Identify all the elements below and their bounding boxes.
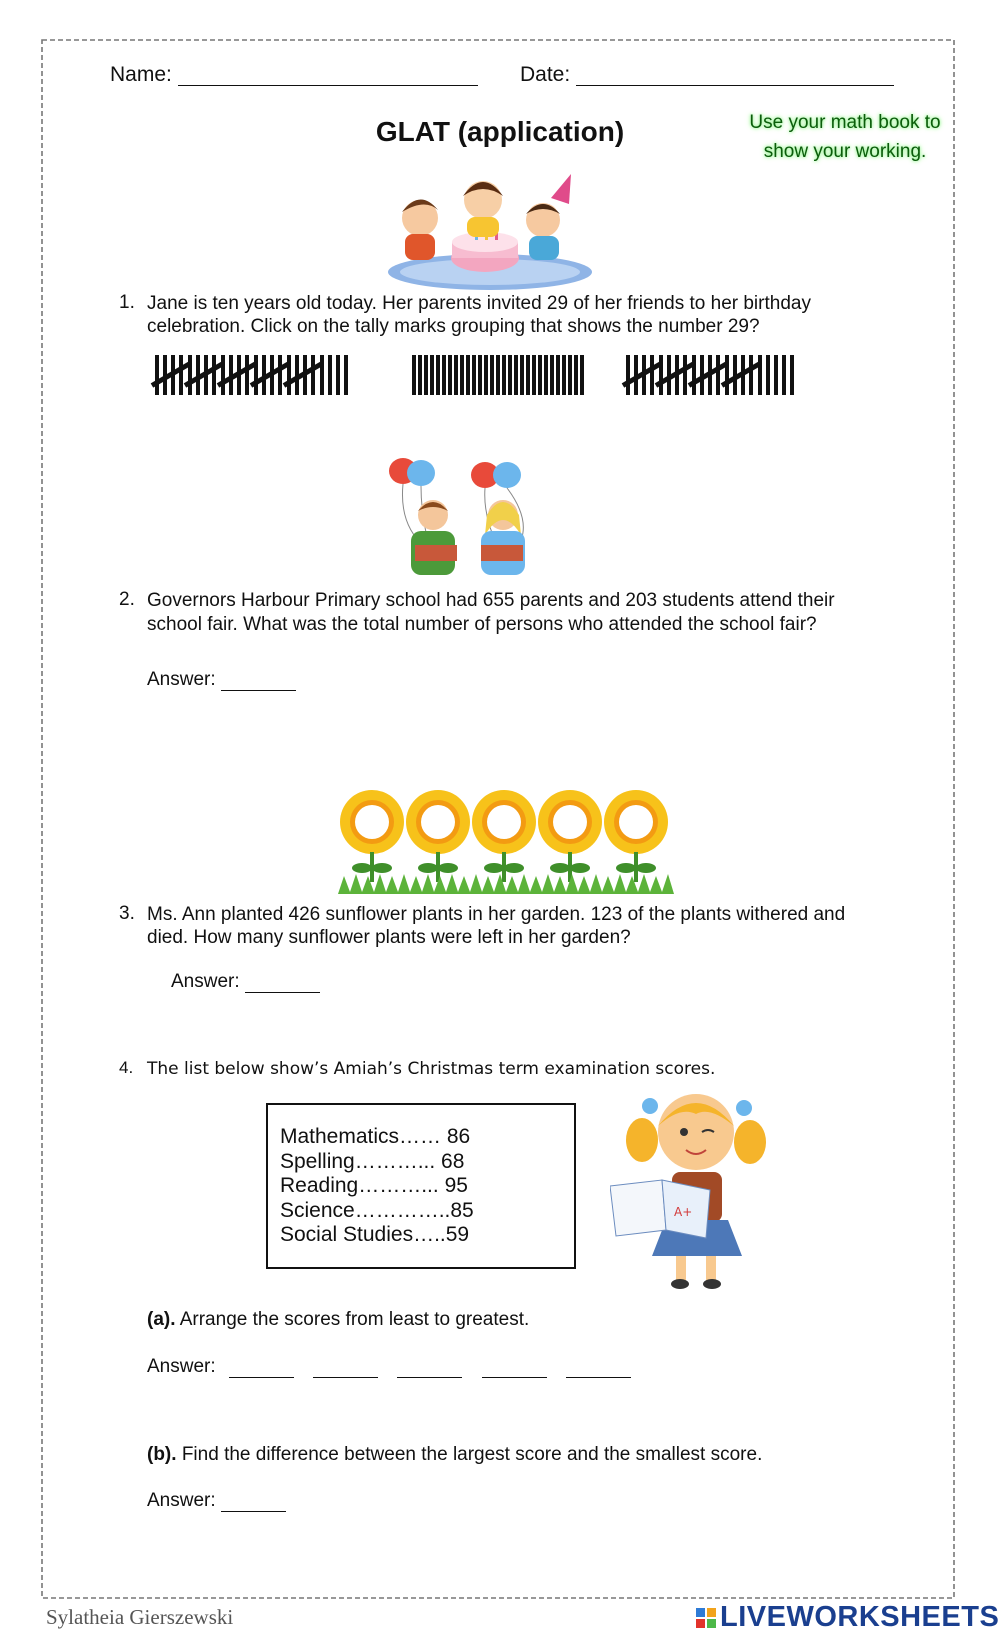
liveworksheets-logo [696,1601,999,1634]
q4a-answer-field-4[interactable] [482,1357,547,1378]
tally-option-1[interactable] [155,355,353,395]
logo-squares-icon [696,1608,716,1628]
tally-stroke [650,355,654,395]
tally-stroke [412,355,416,395]
brand-name: LIVEWORKSHEETS [720,1601,1000,1633]
q3-answer-field[interactable] [245,972,320,993]
q2-text-line2: school fair. What was the total number of persons who attended the school fair? [147,614,817,635]
q3-text-line1: Ms. Ann planted 426 sunflower plants in her garden. 123 of the plants withered and [147,904,846,925]
tally-stroke [436,355,440,395]
tally-stroke [774,355,778,395]
q2-answer: Answer: [147,668,296,691]
tally-stroke [508,355,512,395]
tally-stroke [562,355,566,395]
tally-stroke [155,355,159,395]
tally-singles [412,355,584,395]
q1-text-line2: celebration. Click on the tally marks grouping that shows the number 29? [147,316,760,337]
date-field[interactable] [576,65,894,86]
tally-stroke [221,355,225,395]
tally-stroke [478,355,482,395]
q4b-answer: Answer: [147,1489,286,1512]
tally-stroke [254,355,258,395]
tally-option-3[interactable] [626,355,799,395]
name-field[interactable] [178,65,478,86]
tally-stroke [424,355,428,395]
tally-group-of-five [725,355,753,395]
tally-stroke [692,355,696,395]
tally-group-of-five [188,355,216,395]
date-label: Date: [520,63,894,86]
tally-stroke [532,355,536,395]
tally-stroke [568,355,572,395]
tally-stroke [336,355,340,395]
q3-number: 3. [119,903,135,924]
scores-box [266,1103,576,1269]
q2-number: 2. [119,589,135,610]
tally-stroke [514,355,518,395]
tally-stroke [442,355,446,395]
tally-stroke [418,355,422,395]
tally-stroke [574,355,578,395]
tally-stroke [782,355,786,395]
score-science: Science…………..85 [280,1198,474,1222]
tally-stroke [460,355,464,395]
balloon-kids-illustration [385,455,555,587]
q4b-answer-field[interactable] [221,1491,286,1512]
tally-stroke [544,355,548,395]
q4a-answer-field-3[interactable] [397,1357,462,1378]
logo-square [707,1608,716,1617]
sunflowers-illustration [338,784,674,894]
q4a-answer: Answer: [147,1355,631,1378]
q1-text-line1: Jane is ten years old today. Her parents invited 29 of her friends to her birthday [147,293,811,314]
tally-option-2[interactable] [412,355,589,395]
tally-stroke [538,355,542,395]
score-spelling: Spelling………... 68 [280,1149,465,1173]
tally-group-of-five [659,355,687,395]
tally-stroke [344,355,348,395]
tally-stroke [328,355,332,395]
q1-number: 1. [119,292,135,313]
tally-stroke [472,355,476,395]
girl-with-book-illustration [610,1080,790,1300]
tally-stroke [278,355,282,395]
q3-answer: Answer: [171,970,320,993]
tally-stroke [430,355,434,395]
tally-stroke [550,355,554,395]
tally-stroke [758,355,762,395]
tally-stroke [766,355,770,395]
q4b-question: (b). Find the difference between the largest score and the smallest score. [147,1444,763,1465]
q4-number: 4. [119,1058,134,1077]
q4a-answer-field-5[interactable] [566,1357,631,1378]
svg-text:A+: A+ [674,1205,693,1219]
tally-stroke [520,355,524,395]
name-label: Name: [110,63,478,86]
tally-stroke [556,355,560,395]
tally-stroke [454,355,458,395]
score-social-studies: Social Studies…..59 [280,1223,470,1246]
q2-text-line1: Governors Harbour Primary school had 655 parents and 203 students attend their [147,590,835,611]
tally-stroke [790,355,794,395]
page-title: GLAT (application) [375,116,625,147]
tally-singles [320,355,348,395]
tally-stroke [749,355,753,395]
tally-stroke [716,355,720,395]
tally-stroke [466,355,470,395]
tally-stroke [212,355,216,395]
tally-stroke [311,355,315,395]
tally-stroke [490,355,494,395]
tally-group-of-five [626,355,654,395]
tally-stroke [526,355,530,395]
tally-group-of-five [221,355,249,395]
tally-stroke [725,355,729,395]
score-reading: Reading………... 95 [280,1174,468,1197]
tally-stroke [287,355,291,395]
logo-square [696,1608,705,1617]
tally-stroke [626,355,630,395]
tally-stroke [683,355,687,395]
tally-group-of-five [155,355,183,395]
tally-stroke [484,355,488,395]
tally-group-of-five [692,355,720,395]
q2-answer-field[interactable] [221,670,296,691]
tally-stroke [502,355,506,395]
tally-stroke [179,355,183,395]
tally-stroke [245,355,249,395]
tally-singles [758,355,794,395]
logo-square [696,1619,705,1628]
q3-text-line2: died. How many sunflower plants were left in her garden? [147,927,631,948]
tally-group-of-five [287,355,315,395]
author-name: Sylatheia Gierszewski [46,1605,234,1629]
tally-stroke [188,355,192,395]
q4a-answer-field-1[interactable] [229,1357,294,1378]
q4a-question: (a). Arrange the scores from least to greatest. [147,1309,530,1330]
hint-note: Use your math book to show your working. [749,112,941,162]
tally-group-of-five [254,355,282,395]
tally-stroke [659,355,663,395]
tally-stroke [448,355,452,395]
tally-stroke [496,355,500,395]
q4a-answer-field-2[interactable] [313,1357,378,1378]
q4-intro: The list below show’s Amiah’s Christmas term examination scores. [147,1059,716,1079]
logo-square [707,1619,716,1628]
score-mathematics: Mathematics…… 86 [280,1125,471,1148]
tally-stroke [320,355,324,395]
tally-stroke [580,355,584,395]
birthday-party-illustration [385,160,595,292]
